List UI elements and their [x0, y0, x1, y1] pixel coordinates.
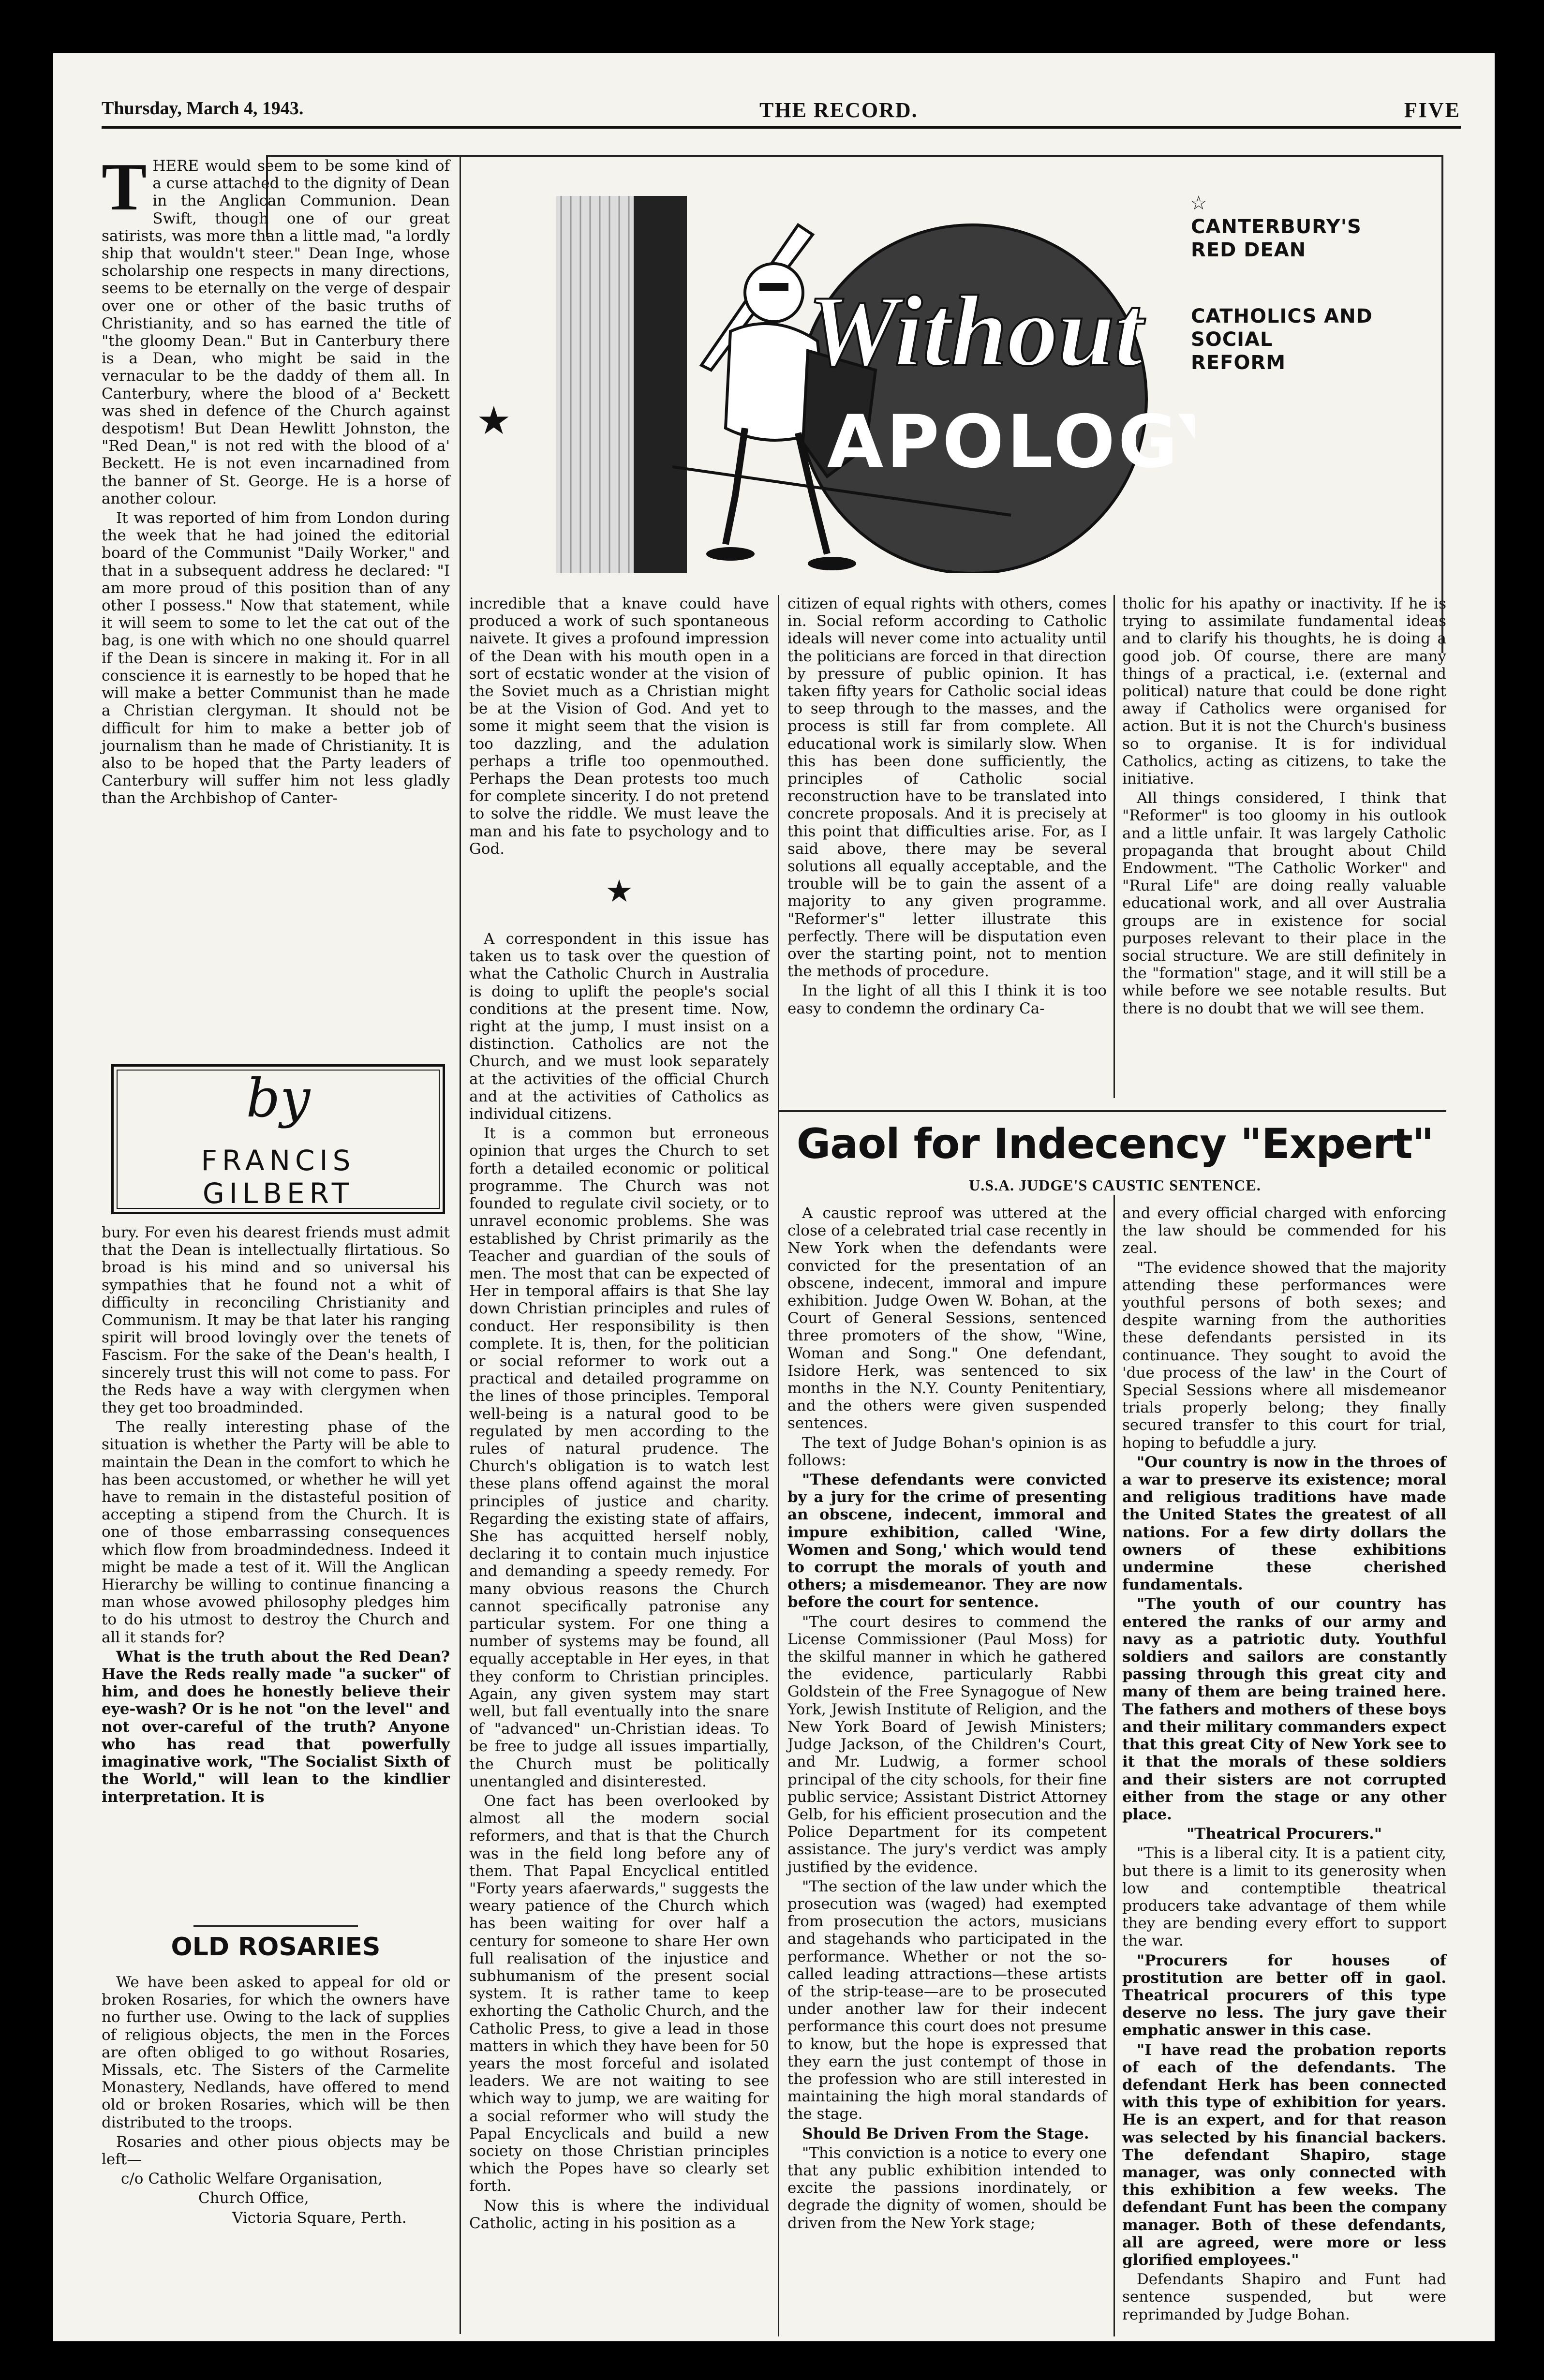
side-heading-red-dean: CANTERBURY'S RED DEAN: [1191, 216, 1362, 261]
column-red-dean-part1: [102, 149, 450, 1052]
article-paragraph: "The section of the law under which the prosecution was (waged) had exempted from prosecution the actors, musicians and stagehands who participated in the performance. Whether or not the so-called leading attractions—these artists of the strip-tease—are to be prosecuted under another law for their indecent performance this court does not presume to know, but the hope is expressed that they earn the just contempt of those in the profession who are still interested in maintaining the high moral standards of the stage.: [787, 1877, 1107, 2123]
article-paragraph: All things considered, I think that "Reformer" is too gloomy in his outlook and a little unfair. It was largely Catholic propaganda that brought about Child Endowment. "The Catholic Worker" and "Rural Life" are doing really valuable educational work, and all over Australia groups are in existence for social purposes relevant to their place in the social structure. We are still definitely in the "formation" stage, and it will still be a while before we see notable results. But there is no doubt that we will see them.: [1122, 789, 1446, 1017]
article-paragraph: "The evidence showed that the majority attending these performances were youthful persons of both sexes; and despite warning from the authorities these defendants persisted in its continuance. They sought to avoid the 'due process of the law' in the Court of Special Sessions where all misdemeanor trials properly belong; they finally secured transfer to this court for trial, hoping to befuddle a jury.: [1122, 1259, 1446, 1452]
rosaries-rule: [193, 1925, 358, 1927]
rosaries-heading: OLD ROSARIES: [171, 1933, 381, 1962]
column-rule: [1113, 595, 1115, 1098]
article-paragraph: What is the truth about the Red Dean? Have the Reds really made "a sucker" of him, and does he honestly believe their eye-wash? Or is he not "on the level" and not over-careful of the truth? Anyone who has read that powerfully imaginative work, "The Socialist Sixth of the World," will lean to the kindlier interpretation. It is: [102, 1648, 450, 1806]
article-paragraph: It is a common but erroneous opinion that urges the Church to set forth a detailed economic or political programme. The Church was not founded to regulate civil society, or to unravel economic problems. She was established by Christ primarily as the Teacher and guardian of the souls of men. The most that can be expected of Her in temporal affairs is that She lay down Christian principles and rules of conduct. Her responsibility is then complete. It is, then, for the politician or social reformer to work out a practical and detailed programme on the lines of those principles. Temporal well-being is a natural good to be regulated by men according to the rules of natural prudence. The Church's obligation is to watch lest these plans offend against the moral principles of justice and charity. Regarding the existing state of affairs, She has acquitted herself nobly, declaring it to contain much injustice and demanding a speedy remedy. For many obvious reasons the Church cannot specifically patronise any particular system. For one thing a number of systems may be found, all equally acceptable in Her eyes, in that they conform to Christian principles. Again, any given system may start well, but fall eventually into the snare of "advanced" un-Christian ideas. To be free to judge all issues impartially, the Church must be politically unentangled and disinterested.: [469, 1125, 769, 1790]
article-paragraph: Now this is where the individual Catholic, acting in his position as a: [469, 2197, 769, 2232]
article-paragraph: and every official charged with enforcing the law should be commended for his zeal.: [1122, 1205, 1446, 1257]
page-header: [102, 98, 1461, 125]
column-3: [787, 595, 1107, 1108]
issue-date: Thursday, March 4, 1943.: [102, 98, 304, 119]
rosaries-notice: [102, 1974, 450, 2341]
article-paragraph: "The court desires to commend the License Commissioner (Paul Moss) for the skilful manner in which he gathered the evidence, particularly Rabbi Goldstein of the Free Synagogue of New York, Jewish Institute of Religion, and the New York Board of Jewish Ministers; Judge Jackson, of the Children's Court, and Mr. Ludwig, a former school principal of the city schools, for their fine public service; Assistant District Attorney Gelb, for his efficient prosecution and the Police Department for its competent assistance. The jury's verdict was amply justified by the evidence.: [787, 1613, 1107, 1876]
star-ornament-icon: ★: [476, 398, 511, 443]
feature-frame-top: [266, 155, 1441, 157]
rosaries-paragraph: Rosaries and other pious objects may be left—: [102, 2133, 450, 2169]
rosaries-paragraph: We have been asked to appeal for old or broken Rosaries, for which the owners have no further use. Owing to the lack of supplies of religious objects, the men in the Forces are often obliged to go without Rosaries, Missals, etc. The Sisters of the Carmelite Monastery, Nedlands, have offered to mend old or broken Rosaries, which will be then distributed to the troops.: [102, 1974, 450, 2131]
article-paragraph: HERE would seem to be some kind of a curse attached to the dignity of Dean in the Anglican Communion. Dean Swift, though one of our great satirists, was more than a little mad, "a lordly ship that wouldn't steer." Dean Inge, whose scholarship one respects in many directions, seems to be eternally on the verge of despair over one or other of the basic truths of Christianity, and so has earned the title of "the gloomy Dean." But in Canterbury there is a Dean, who might be said in the vernacular to be the daddy of them all. In Canterbury, where the blood of a' Beckett was shed in defence of the Church against despotism! But Dean Hewlitt Johnston, the "Red Dean," is not red with the blood of a' Beckett. He is not even incarnadined from the banner of St. George. He is a horse of another colour.: [102, 157, 450, 507]
header-rule: [102, 126, 1461, 129]
article-paragraph: incredible that a knave could have produced a work of such spontaneous naivete. It gives a profound impression of the Dean with his mouth open in a sort of ecstatic wonder at the vision of the Soviet much as a Christian might be at the Vision of God. And yet to some it might seem that the vision is too dazzling, and the adulation perhaps a trifle too openmouthed. Perhaps the Dean protests too much for complete sincerity. I do not pretend to solve the riddle. We must leave the man and his fate to psychology and to God.: [469, 595, 769, 858]
article-paragraph: "The youth of our country has entered the ranks of our army and navy as a patriotic duty. Youthful soldiers and sailors are constantly passing through this great city and many of them are being trained here. The fathers and mothers of these boys and their military commanders expect that this great City of New York see to it that the morals of these soldiers and their sisters are not corrupted either from the stage or any other place.: [1122, 1595, 1446, 1823]
article-paragraph: "Procurers for houses of prostitution are better off in gaol. Theatrical procurers of this type deserve no less. The jury gave their emphatic answer in this case.: [1122, 1951, 1446, 2039]
side-heading-catholics: CATHOLICS AND SOCIAL REFORM: [1191, 305, 1373, 374]
byline-box: [111, 1064, 445, 1214]
byline-first-name: FRANCIS: [201, 1144, 356, 1177]
article-paragraph: "I have read the probation reports of each of the defendants. The defendant Herk has been connected with this type of exhibition for years. He is an expert, and for that reason was selected by his financial backers. The defendant Shapiro, stage manager, was only connected with this exhibition a few weeks. The defendant Funt has been the company manager. Both of these defendants, all are agreed, were more or less glorified employees.": [1122, 2041, 1446, 2269]
article-paragraph: The really interesting phase of the situation is whether the Party will be able to maintain the Dean in the comfort to which he has been accustomed, or whether he will yet have to remain in the distasteful position of accepting a stipend from the Church. It is one of those embarrassing consequences which flow from broadmindedness. Indeed it might be made a test of it. Will the Anglican Hierarchy be willing to continue financing a man whose avowed philosophy pledges him to do his utmost to destroy the Church and all it stands for?: [102, 1418, 450, 1646]
gaol-column-1: [787, 1205, 1107, 2336]
banner-title-without: Without: [808, 275, 1143, 387]
column-4: [1122, 595, 1446, 1108]
gaol-top-rule: [779, 1110, 1446, 1112]
paper-name: THE RECORD.: [759, 98, 918, 122]
article-subheading: "Theatrical Procurers.": [1186, 1825, 1382, 1843]
page-number: FIVE: [1404, 98, 1461, 122]
section-star-icon: ★: [605, 874, 633, 910]
rosaries-address-line: Church Office,: [198, 2189, 309, 2207]
banner-title-apology: APOLOGY: [827, 400, 1195, 484]
banner-illustration: [556, 196, 1195, 573]
feature-frame-right: [1441, 155, 1443, 653]
article-paragraph: It was reported of him from London during the week that he had joined the editorial board of the Communist "Daily Worker," and that in a subsequent address he declared: "I am more proud of this position than of any other I possess." Now that statement, while it will seem to some to let the cat out of the bag, is one with which no one should quarrel if the Dean is sincere in making it. For in all conscience it is earnestly to be hoped that he will make a better Communist than he made a Christian clergyman. It should not be difficult for him to make a better job of journalism than he made of Christianity. It is also to be hoped that the Party leaders of Canterbury will suffer him not less gladly than the Archbishop of Canter-: [102, 509, 450, 807]
column-red-dean-part2: [102, 1224, 450, 1906]
knight-illustration: [556, 196, 1195, 573]
article-paragraph: Defendants Shapiro and Funt had sentence suspended, but were reprimanded by Judge Bohan.: [1122, 2271, 1446, 2323]
small-star-icon: ☆: [1190, 192, 1207, 214]
article-paragraph: tholic for his apathy or inactivity. If he is trying to assimilate fundamental ideas and to clarify his thoughts, he is doing a good job. Of course, there are many things of a practical, i.e. (external and political) nature that could be done right away if Catholics were organised for action. But it is not the Church's business so to organise. It is for individual Catholics, acting as citizens, to take the initiative.: [1122, 595, 1446, 788]
gaol-column-2: [1122, 1205, 1446, 2336]
article-paragraph: "This conviction is a notice to every one that any public exhibition intended to excite the passions inordinately, or degrade the dignity of women, should be driven from the New York stage;: [787, 2144, 1107, 2232]
column-rule: [778, 595, 779, 2336]
article-paragraph: citizen of equal rights with others, comes in. Social reform according to Catholic ideals will never come into actuality until the politicians are forced in that direction by pressure of public opinion. It has taken fifty years for Catholic social ideas to seep through to the masses, and the process is still far from complete. All educational work is similarly slow. When this has been done sufficiently, the principles of Catholic social reconstruction have to be translated into concrete proposals. And it is precisely at this point that difficulties arise. For, as I said above, there may be several solutions all equally acceptable, and the trouble will be to gain the assent of a majority to any given programme. "Reformer's" letter illustrate this perfectly. There will be disputation even over the starting point, not to mention the methods of procedure.: [787, 595, 1107, 981]
article-paragraph: In the light of all this I think it is too easy to condemn the ordinary Ca-: [787, 982, 1107, 1017]
article-subheading: Should Be Driven From the Stage.: [802, 2125, 1089, 2142]
column-rule: [1113, 1195, 1115, 2336]
article-paragraph: A caustic reproof was uttered at the close of a celebrated trial case recently in New York when the defendants were convicted for the presentation of an obscene, indecent, immoral and impure exhibition. Judge Owen W. Bohan, at the Court of General Sessions, sentenced three promoters of the show, "Wine, Woman and Song." One defendant, Isidore Herk, was sentenced to six months in the N.Y. County Penitentiary, and the others were given suspended sentences.: [787, 1205, 1107, 1432]
byline-by: by: [246, 1067, 311, 1129]
column-rule: [460, 157, 461, 2334]
article-paragraph: "This is a liberal city. It is a patient city, but there is a limit to its generosity when low and contemptible theatrical producers take advantage of them while they are bending every effort to support the war.: [1122, 1844, 1446, 1950]
rosaries-address-line: c/o Catholic Welfare Organisation,: [121, 2170, 383, 2188]
column-2: [469, 595, 769, 2336]
newspaper-page: [53, 53, 1495, 2341]
rosaries-address-line: Victoria Square, Perth.: [232, 2209, 407, 2227]
gaol-headline: Gaol for Indecency "Expert": [796, 1120, 1434, 1168]
article-paragraph: bury. For even his dearest friends must admit that the Dean is intellectually flirtatious. So broad is his mind and so universal his sympathies that he found not a whit of difficulty in reconciling Christianity and Communism. It may be that later his ranging spirit will brood lovingly over the tenets of Fascism. For the sake of the Dean's health, I sincerely trust this will not come to pass. For the Reds have a way with clergymen when they get too broadminded.: [102, 1224, 450, 1417]
byline-last-name: GILBERT: [202, 1177, 354, 1210]
drop-cap: T: [102, 149, 147, 224]
article-paragraph: "Our country is now in the throes of a war to preserve its existence; moral and religious traditions have made the United States the greatest of all nations. For a few dirty dollars the owners of these exhibitions undermine these cherished fundamentals.: [1122, 1453, 1446, 1594]
article-paragraph: One fact has been overlooked by almost all the modern social reformers, and that is that the Church was in the field long before any of them. That Papal Encyclical entitled "Forty years afaerwards," suggests the weary patience of the Church which has been waiting for over half a century for someone to share Her own full realisation of the injustice and subhumanism of the present social system. It is rather tame to keep exhorting the Catholic Church, and the Catholic Press, to give a lead in those matters in which they have been for 50 years the most forceful and isolated leaders. We are not waiting to see which way to jump, we are waiting for a social reformer who will study the Papal Encyclicals and build a new society on those Christian principles which the Popes have so clearly set forth.: [469, 1792, 769, 2195]
article-paragraph: The text of Judge Bohan's opinion is as follows:: [787, 1434, 1107, 1469]
article-paragraph: A correspondent in this issue has taken us to task over the question of what the Catholic Church in Australia is doing to uplift the people's social conditions at the present time. Now, right at the jump, I must insist on a distinction. Catholics are not the Church, and we must look separately at the activities of the official Church and at the activities of Catholics as individual citizens.: [469, 930, 769, 1123]
article-paragraph: "These defendants were convicted by a jury for the crime of presenting an obscene, indecent, immoral and impure exhibition, called 'Wine, Women and Song,' which would tend to corrupt the morals of youth and others; a misdemeanor. They are now before the court for sentence.: [787, 1471, 1107, 1611]
gaol-subheadline: U.S.A. JUDGE'S CAUSTIC SENTENCE.: [969, 1176, 1261, 1194]
